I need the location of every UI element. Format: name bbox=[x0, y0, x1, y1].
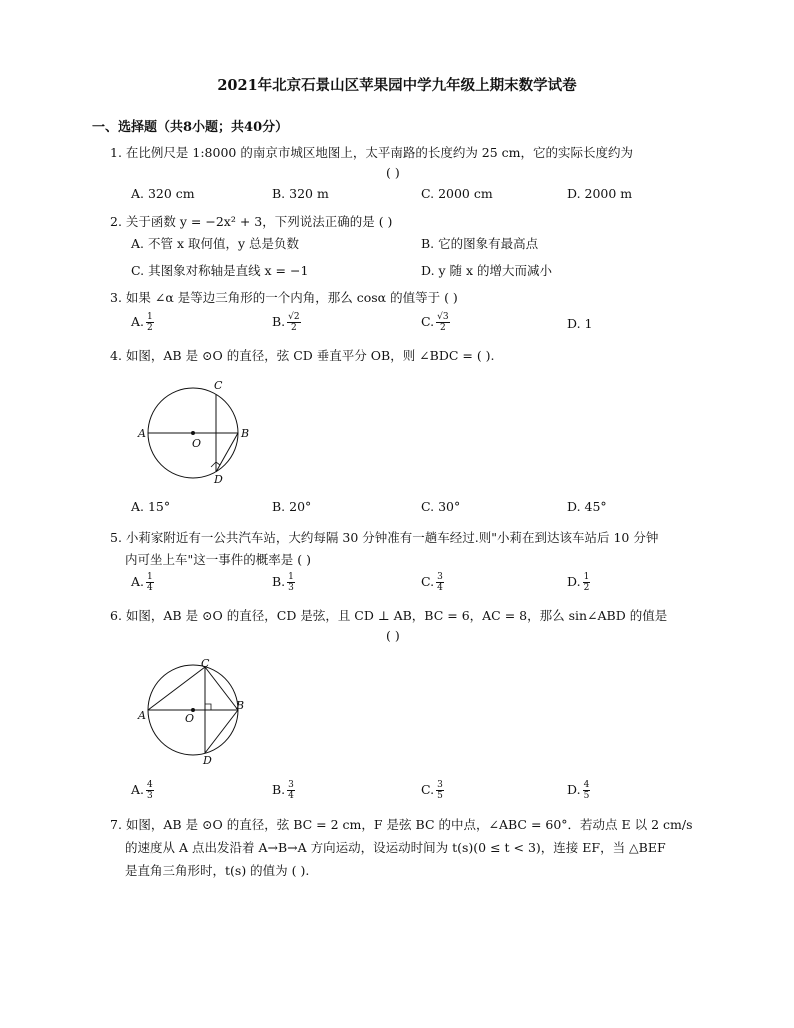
q6-option-b: B. $\frac{3}{4}$ bbox=[272, 780, 294, 801]
fraction: $\frac{3}{4}$ bbox=[437, 572, 443, 593]
q4-circle-figure bbox=[130, 372, 260, 488]
question-6-text: 6. 如图，AB 是 ⊙O 的直径，CD 是弦，且 CD ⊥ AB，BC = 6，AC = 8，那么 sin∠ABD 的值是 bbox=[110, 608, 668, 623]
fraction: $\frac{4}{5}$ bbox=[583, 780, 590, 801]
label-o: O bbox=[192, 437, 202, 450]
label-b: B bbox=[241, 427, 250, 440]
label-o: O bbox=[185, 712, 195, 725]
fraction: $\frac{1}{2}$ bbox=[583, 572, 590, 593]
q2-option-d: D. y 随 x 的增大而减小 bbox=[421, 263, 553, 278]
q1-option-b: B. 320 m bbox=[272, 186, 329, 201]
label-a: A bbox=[138, 427, 146, 440]
question-4-text: 4. 如图，AB 是 ⊙O 的直径，弦 CD 垂直平分 OB，则 ∠BDC = ( ). bbox=[110, 348, 495, 363]
q1-option-d: D. 2000 m bbox=[567, 186, 633, 201]
q3-option-c: C. $\frac{√3}{2}$ bbox=[421, 312, 449, 333]
fraction: $\frac{1}{3}$ bbox=[288, 572, 294, 593]
fraction: $\frac{4}{3}$ bbox=[147, 780, 153, 801]
q5-option-b: B. $\frac{1}{3}$ bbox=[272, 572, 294, 593]
segment-bd bbox=[216, 433, 238, 472]
segment-ac bbox=[148, 667, 205, 710]
question-5-line-1: 5. 小莉家附近有一公共汽车站，大约每隔 30 分钟准有一趟车经过.则"小莉在到达该车站后 10 分钟 bbox=[110, 530, 659, 545]
q6-circle-figure bbox=[130, 656, 260, 766]
fraction: $\frac{1}{4}$ bbox=[147, 572, 153, 593]
section-heading: 一、选择题（共8小题；共40分） bbox=[92, 120, 289, 135]
q3-option-a: A. $\frac{1}{2}$ bbox=[131, 312, 153, 333]
question-7-line-3: 是直角三角形时，t(s) 的值为 ( ). bbox=[125, 863, 310, 878]
label-b: B bbox=[236, 699, 245, 712]
q6-option-a: A. $\frac{4}{3}$ bbox=[131, 780, 153, 801]
right-angle-mark bbox=[205, 704, 211, 710]
q4-option-b: B. 20° bbox=[272, 499, 312, 514]
question-7-line-1: 7. 如图，AB 是 ⊙O 的直径，弦 BC = 2 cm，F 是弦 BC 的中点，∠ABC = 60°．若动点 E 以 2 cm/s bbox=[110, 817, 693, 832]
q4-option-c: C. 30° bbox=[421, 499, 461, 514]
label-c: C bbox=[201, 657, 210, 670]
label-d: D bbox=[203, 754, 212, 766]
question-5-line-2: 内可坐上车"这一事件的概率是 ( ) bbox=[125, 552, 311, 567]
q3-option-d: D. 1 bbox=[567, 316, 593, 331]
question-7-line-2: 的速度从 A 点出发沿着 A→B→A 方向运动，设运动时间为 t(s)(0 ≤ t < 3)，连接 EF，当 △BEF bbox=[125, 840, 666, 855]
fraction: $\frac{3}{5}$ bbox=[437, 780, 443, 801]
label-d: D bbox=[214, 473, 223, 486]
q2-option-b: B. 它的图象有最高点 bbox=[421, 236, 539, 251]
fraction: $\frac{√3}{2}$ bbox=[437, 312, 449, 333]
label-a: A bbox=[138, 709, 146, 722]
q4-option-d: D. 45° bbox=[567, 499, 607, 514]
q1-option-a: A. 320 cm bbox=[131, 186, 195, 201]
q5-option-a: A. $\frac{1}{4}$ bbox=[131, 572, 153, 593]
fraction: $\frac{1}{2}$ bbox=[147, 312, 153, 333]
q2-option-c: C. 其图象对称轴是直线 x = −1 bbox=[131, 263, 309, 278]
question-1-text: 1. 在比例尺是 1:8000 的南京市城区地图上，太平南路的长度约为 25 cm，它的实际长度约为 bbox=[110, 145, 634, 160]
question-2-text: 2. 关于函数 y = −2x² + 3，下列说法正确的是 ( ) bbox=[110, 214, 393, 229]
q6-option-d: D. $\frac{4}{5}$ bbox=[567, 780, 590, 801]
fraction: $\frac{√2}{2}$ bbox=[288, 312, 300, 333]
q6-option-c: C. $\frac{3}{5}$ bbox=[421, 780, 443, 801]
question-3-text: 3. 如果 ∠α 是等边三角形的一个内角，那么 cosα 的值等于 ( ) bbox=[110, 290, 458, 305]
center-point bbox=[191, 431, 195, 435]
q3-option-b: B. $\frac{√2}{2}$ bbox=[272, 312, 300, 333]
q4-option-a: A. 15° bbox=[131, 499, 171, 514]
q2-option-a: A. 不管 x 取何值，y 总是负数 bbox=[131, 236, 300, 251]
q5-option-c: C. $\frac{3}{4}$ bbox=[421, 572, 443, 593]
page-title: 2021年北京石景山区苹果园中学九年级上期末数学试卷 bbox=[217, 77, 577, 94]
question-1-paren: ( ) bbox=[386, 165, 400, 180]
question-6-paren: ( ) bbox=[386, 628, 400, 643]
label-c: C bbox=[214, 379, 223, 392]
q1-option-c: C. 2000 cm bbox=[421, 186, 493, 201]
fraction: $\frac{3}{4}$ bbox=[288, 780, 294, 801]
q5-option-d: D. $\frac{1}{2}$ bbox=[567, 572, 590, 593]
